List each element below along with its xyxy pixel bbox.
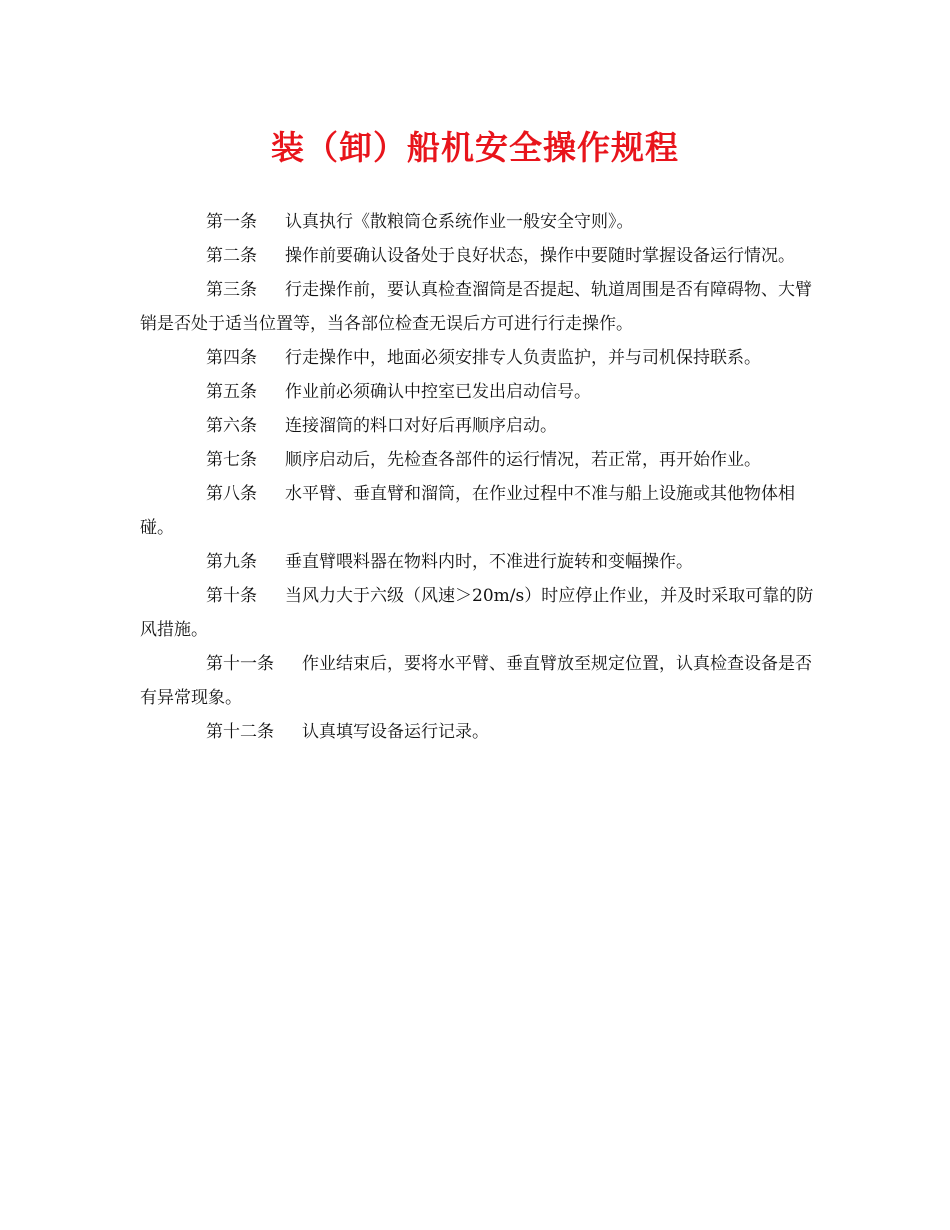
article-6 (140, 409, 820, 443)
article-text: 连接溜筒的料口对好后再顺序启动。 (285, 416, 557, 436)
article-number: 第十一条 (206, 654, 274, 674)
article-text: 垂直臂喂料器在物料内时，不准进行旋转和变幅操作。 (285, 552, 693, 572)
article-number: 第三条 (206, 280, 257, 300)
article-9 (140, 545, 820, 579)
article-number: 第五条 (206, 382, 257, 402)
article-text: 认真填写设备运行记录。 (302, 722, 489, 742)
article-number: 第八条 (206, 484, 257, 504)
article-text: 认真执行《散粮筒仓系统作业一般安全守则》。 (285, 212, 634, 232)
article-number: 第四条 (206, 348, 257, 368)
article-text: 作业结束后，要将水平臂、垂直臂放至规定位置，认真检查设备是否有异常现象。 (140, 654, 812, 708)
article-text: 当风力大于六级（风速＞20m/s）时应停止作业，并及时采取可靠的防风措施。 (140, 586, 814, 640)
article-number: 第二条 (206, 246, 257, 266)
article-4 (140, 341, 820, 375)
article-text: 行走操作中，地面必须安排专人负责监护，并与司机保持联系。 (285, 348, 761, 368)
document-title: 装（卸）船机安全操作规程 (271, 128, 679, 167)
article-2 (140, 239, 820, 273)
article-number: 第九条 (206, 552, 257, 572)
article-7 (140, 443, 820, 477)
article-number: 第一条 (206, 212, 257, 232)
article-5 (140, 375, 820, 409)
article-1 (140, 205, 820, 239)
article-number: 第十条 (206, 586, 257, 606)
article-number: 第十二条 (206, 722, 274, 742)
article-list (140, 205, 820, 749)
article-text: 作业前必须确认中控室已发出启动信号。 (285, 382, 591, 402)
article-12 (140, 715, 820, 749)
article-text: 行走操作前，要认真检查溜筒是否提起、轨道周围是否有障碍物、大臂销是否处于适当位置等，当各部位检查无误后方可进行行走操作。 (140, 280, 812, 334)
article-number: 第六条 (206, 416, 257, 436)
article-text: 水平臂、垂直臂和溜筒，在作业过程中不准与船上设施或其他物体相碰。 (140, 484, 795, 538)
article-3 (140, 273, 820, 341)
article-number: 第七条 (206, 450, 257, 470)
article-11 (140, 647, 820, 715)
article-10 (140, 579, 820, 647)
article-text: 操作前要确认设备处于良好状态，操作中要随时掌握设备运行情况。 (285, 246, 795, 266)
article-8 (140, 477, 820, 545)
article-text: 顺序启动后，先检查各部件的运行情况，若正常，再开始作业。 (285, 450, 761, 470)
